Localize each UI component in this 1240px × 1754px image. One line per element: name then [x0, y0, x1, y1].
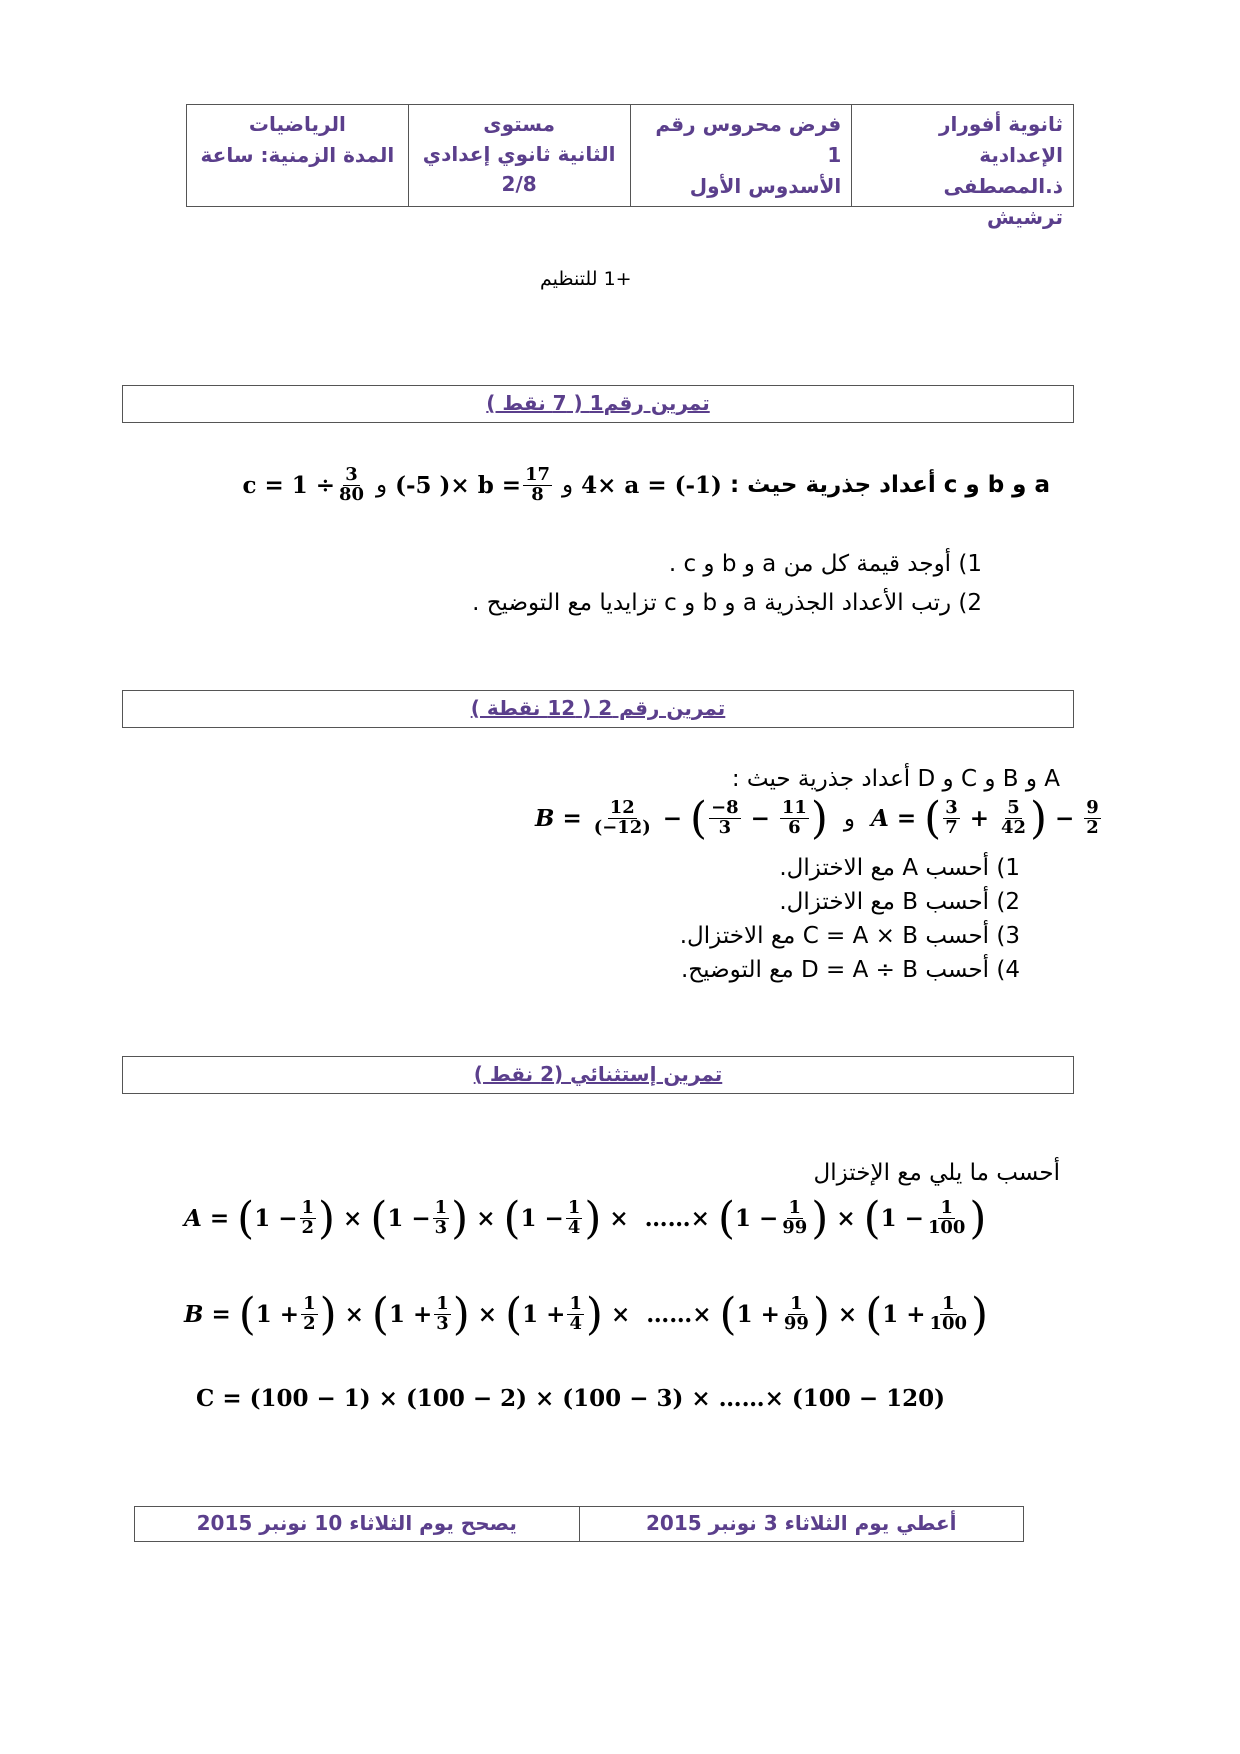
level-value: الثانية ثانوي إعدادي: [422, 142, 616, 166]
ex1-eq-b: [395, 466, 554, 505]
formula-b-product: B = ( 1 + $\frac{1}{2}$ ) × ( 1 + $\frac{1}{3}$ ) × ( 1 + $\frac{1}{4}$ ) × ……× ( 1 + $\frac{1}{99}$ ) × ( 1 + $\frac{1}{100}$ ): [184, 1289, 989, 1340]
exercise-1-statement: [242, 466, 1050, 505]
organization-note: +1 للتنظيم: [540, 268, 632, 290]
ex1-intro: a و b و c أعداد جذرية حيث :: [729, 472, 1050, 499]
ex2-and: و: [843, 805, 855, 832]
exercise-2-title: تمرين رقم 2 ( 12 نقطة ): [470, 696, 726, 720]
ex1-eq-a: 4× a = (-1): [581, 471, 722, 499]
frac-a-3: $\frac{9}{2}$: [1086, 797, 1099, 838]
ex2-question-1: 1) أحسب A مع الاختزال.: [779, 855, 1020, 881]
ex1-eq-b-num: 17: [525, 464, 551, 485]
teacher-name: ذ.المصطفى ترشيش: [943, 174, 1063, 229]
exercise-3-title-box: [122, 1056, 1074, 1094]
exercise-1-title: تمرين رقم1 ( 7 نقط ): [486, 391, 710, 415]
subject: الرياضيات: [248, 112, 346, 136]
ex1-question-1: 1) أوجد قيمة كل من a و b و c .: [668, 551, 982, 577]
footer-correction-date: يصحح يوم الثلاثاء 10 نونبر 2015: [196, 1511, 517, 1535]
exercise-2-title-box: [122, 690, 1074, 728]
class-value: 2/8: [501, 172, 537, 196]
ex1-and-2: و: [375, 472, 388, 499]
ex2-intro: A و B و C و D أعداد جذرية حيث :: [731, 766, 1060, 792]
exercise-1-title-box: [122, 385, 1074, 423]
footer-table: [134, 1506, 1024, 1542]
formula-b: B = $\frac{12}{(-12)}$ − ( $\frac{-8}{3}$ − $\frac{11}{6}$ ): [535, 793, 828, 844]
ex1-eq-c-den: 80: [339, 483, 364, 505]
exam-title: فرض محروس رقم 1: [655, 112, 842, 167]
duration: المدة الزمنية: ساعة: [200, 143, 395, 167]
header-level-cell: [408, 105, 630, 206]
ex1-eq-b-den: 8: [531, 483, 544, 505]
ex1-eq-b-fraction: [523, 466, 552, 505]
frac-b-2: $\frac{-8}{3}$: [711, 797, 739, 838]
header-exam-cell: [630, 105, 852, 206]
formula-a-product: A = ( 1 − $\frac{1}{2}$ ) × ( 1 − $\frac{1}{3}$ ) × ( 1 − $\frac{1}{4}$ ) × ……× ( 1 − $\frac{1}{99}$ ) × ( 1 − $\frac{1}{100}$ ): [184, 1193, 987, 1244]
ex2-question-2: 2) أحسب B مع الاختزال.: [779, 889, 1020, 915]
ex1-eq-b-left: (-5 )× b =: [395, 471, 522, 499]
footer-given-date: أعطي يوم الثلاثاء 3 نونبر 2015: [579, 1507, 1024, 1541]
ex3-intro: أحسب ما يلي مع الإختزال: [813, 1160, 1060, 1186]
frac-a-1: $\frac{3}{7}$: [945, 797, 958, 838]
frac-b-1: $\frac{12}{(-12)}$: [593, 797, 651, 838]
ex1-question-2: 2) رتب الأعداد الجذرية a و b و c تزايديا مع التوضيح .: [472, 590, 982, 616]
ex1-and-1: و: [562, 472, 574, 499]
level-label: مستوى: [483, 112, 556, 136]
header-school-cell: [851, 105, 1073, 229]
header-subject-cell: [187, 105, 408, 206]
frac-b-3: $\frac{11}{6}$: [781, 797, 807, 838]
semester: الأسدوس الأول: [689, 174, 842, 198]
ex1-eq-c-num: 3: [345, 464, 358, 485]
ex2-question-3: 3) أحسب C = A × B مع الاختزال.: [679, 923, 1020, 949]
ex1-eq-c: c = 1 ÷ $\frac{3}{80}$: [242, 464, 364, 505]
header-table: [186, 104, 1074, 229]
formula-a: A = ( $\frac{3}{7}$ + $\frac{5}{42}$ ) − $\frac{9}{2}$: [871, 793, 1099, 844]
frac-a-2: $\frac{5}{42}$: [1000, 797, 1026, 838]
exercise-3-title: تمرين إستثنائي (2 نقط ): [473, 1062, 723, 1086]
school-name: ثانوية أفورار الإعدادية: [938, 112, 1063, 167]
ex1-eq-c-left: c = 1: [242, 471, 308, 499]
ex2-question-4: 4) أحسب D = A ÷ B مع التوضيح.: [681, 957, 1020, 983]
formula-c-product: C = (100 − 1) × (100 − 2) × (100 − 3) × ……× (100 − 120): [196, 1385, 945, 1412]
ex1-eq-c-fraction: [337, 466, 366, 505]
ex2-formula-line: [535, 793, 1103, 844]
